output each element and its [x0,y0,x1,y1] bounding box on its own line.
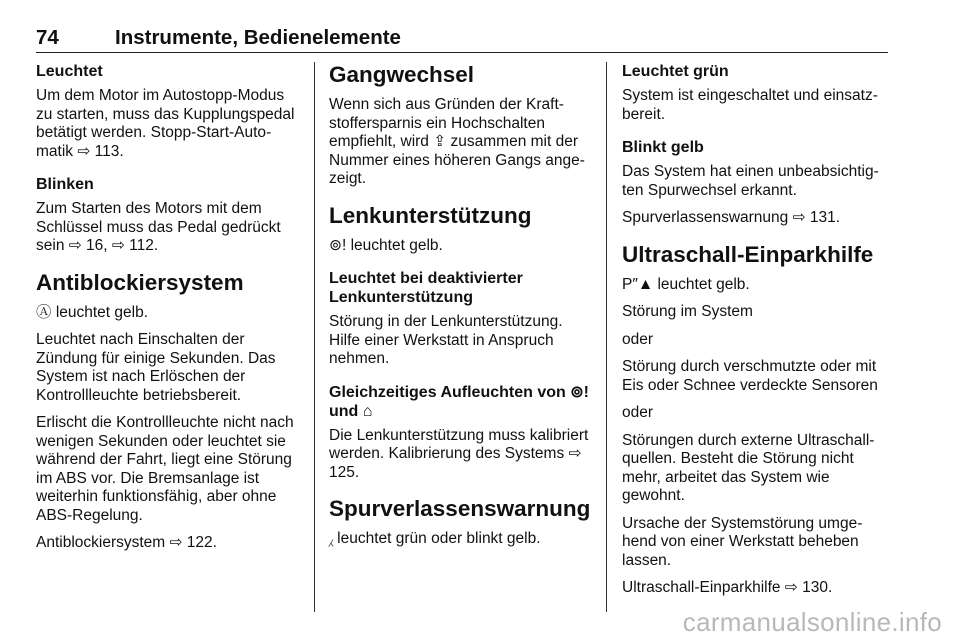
text-leuchtet: Um dem Motor im Autostopp-Modus zu starten, muss das Kupplungspedal betätigt werden. Stopp-Start-Automatik ⇨ 113. [36,87,295,160]
text-blinkt-gelb: Das System hat einen unbeabsichtigten Spurwechsel erkannt. [622,163,879,199]
text-gleichzeitig: Die Lenkunterstützung muss kalibriert werden. Kalibrierung des Systems ⇨ 125. [329,426,589,481]
text-oder-2: oder [622,404,654,421]
heading-spurverlassenswarnung: Spurverlassenswarnung [329,496,591,521]
page-number: 74 [36,26,59,49]
text-leuchtet-gruen: System ist eingeschaltet und einsatzbereit. [622,87,878,123]
steering-warning-icon: ⊚! [329,236,347,254]
text-abs-indicator [36,304,302,323]
heading-blinken: Blinken [36,176,94,193]
text-abs-2: Erlischt die Kontrollleuchte nicht nach wenigen Sekunden oder leuchtet sie während der Fahrt, liegt eine Störung im ABS vor. Die Bremsanlage ist weiterhin funktionsfähig, aber ohne ABS-Regelung. [36,414,294,524]
text-ursache: Ursache der Systemstörung umgehend von einer Werkstatt beheben lassen. [622,514,863,569]
heading-leuchtet-gruen: Leuchtet grün [622,63,729,80]
text-ultra-indicator [622,276,890,295]
text-lenk-indicator [329,237,597,256]
text-abs-indicator-label: leuchtet gelb. [51,303,149,321]
page-header [36,26,888,53]
text-abs-1: Leuchtet nach Einschalten der Zündung für einige Sekunden. Das System ist nach Erlöschen der Kontrollleuchte betriebsbereit. [36,331,276,404]
text-blinken: Zum Starten des Motors mit dem Schlüssel muss das Pedal gedrückt sein ⇨ 16, ⇨ 112. [36,200,281,254]
heading-ultraschall: Ultraschall-Einparkhilfe [622,241,874,267]
text-ultra-indicator-label: leuchtet gelb. [653,275,750,293]
column-2 [329,62,597,558]
heading-blinkt-gelb: Blinkt gelb [622,139,704,156]
column-divider-2 [606,62,607,612]
text-stoerung: Störung im System [622,303,753,320]
lane-departure-icon: ⁁ [329,530,333,547]
text-gangwechsel: Wenn sich aus Gründen der Kraftstoffersparnis ein Hochschalten empfiehlt, wird ⇪ zusammen mit der Nummer eines höheren Gangs angezeigt. [329,96,585,187]
page-title: Instrumente, Bedienelemente [115,26,401,49]
column-3 [622,62,890,607]
text-spur-indicator-label: leuchtet grün oder blinkt gelb. [332,530,541,547]
heading-gleichzeitig: Gleichzeitiges Aufleuchten von ⊚! und ⌂ [329,383,589,420]
heading-deaktiviert: Leuchtet bei deaktivierter Lenkunterstützung [329,270,523,306]
column-1 [36,62,302,562]
text-spur-indicator [329,530,597,549]
text-oder-1: oder [622,330,654,348]
text-spur-ref: Spurverlassenswarnung ⇨ 131. [622,209,841,226]
text-extern: Störungen durch externe Ultraschallquellen. Besteht die Störung nicht mehr, arbeitet das System wie gewohnt. [622,431,875,504]
text-schmutz: Störung durch verschmutzte oder mit Eis oder Schnee verdeckte Sensoren [622,358,878,394]
parking-assist-icon: P″▲ [622,275,654,293]
watermark: carmanualsonline.info [682,607,942,637]
text-deaktiviert: Störung in der Lenkunterstützung. Hilfe einer Werkstatt in Anspruch nehmen. [329,313,563,367]
column-divider-1 [314,62,315,612]
text-ultra-ref: Ultraschall-Einparkhilfe ⇨ 130. [622,579,833,596]
heading-antiblockiersystem: Antiblockiersystem [36,269,244,295]
heading-leuchtet: Leuchtet [36,63,103,80]
abs-icon: Ⓐ [36,303,52,321]
heading-lenkunterstuetzung: Lenkunterstützung [329,202,532,228]
text-lenk-indicator-label: leuchtet gelb. [346,236,443,254]
heading-gangwechsel: Gangwechsel [329,62,475,87]
text-abs-ref: Antiblockiersystem ⇨ 122. [36,534,217,551]
